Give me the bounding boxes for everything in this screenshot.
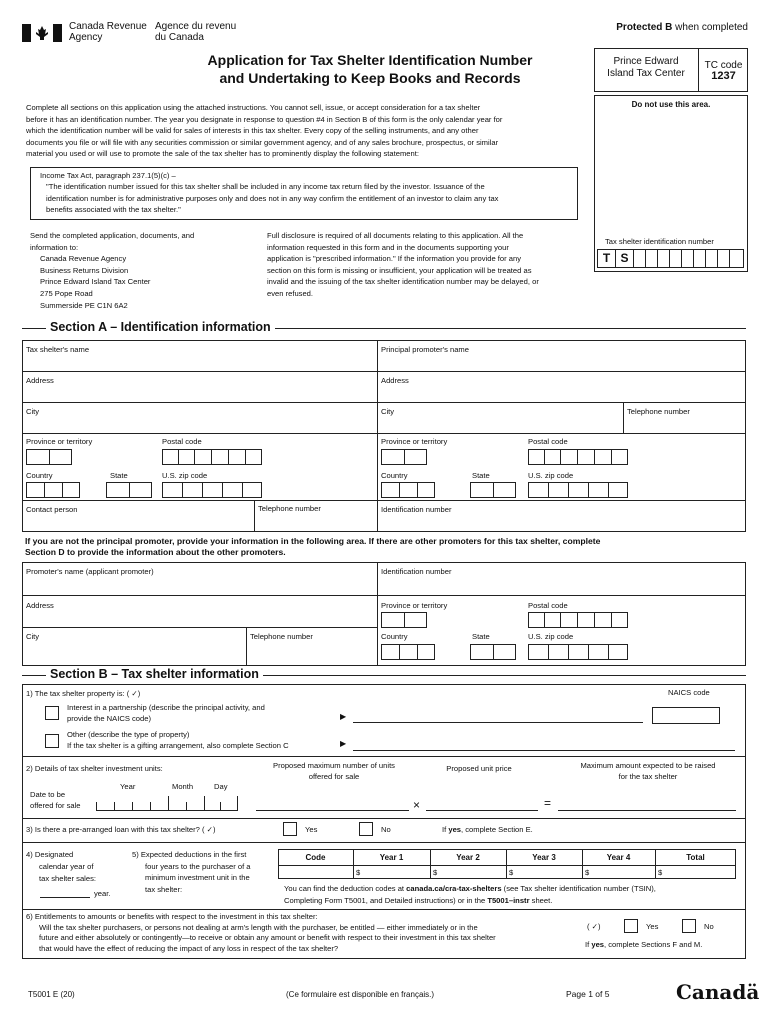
- q1-label: 1) The tax shelter property is: ( ✓): [26, 689, 141, 698]
- q5-line: four years to the purchaser of a: [145, 861, 251, 871]
- applicant-postal-field[interactable]: [528, 612, 628, 628]
- q6-line: future and either absolutely or contingently—to receive or obtain any amount or benefit with respect to their investment in this tax shelter: [39, 933, 496, 942]
- col-total: Total: [686, 853, 705, 862]
- quote-line: benefits associated with the tax shelter.": [46, 205, 181, 215]
- unit-price-label: Proposed unit price: [446, 764, 512, 773]
- form-title-line1: Application for Tax Shelter Identification Number: [207, 52, 533, 68]
- opt1-line2: provide the NAICS code): [67, 714, 151, 723]
- promoter-city-label: City: [381, 407, 395, 416]
- tc-code-value: 1237: [711, 70, 736, 82]
- disclosure-line: application is "prescribed information." If the information you provide for any: [267, 254, 522, 264]
- address-line: Prince Edward Island Tax Center: [40, 277, 151, 287]
- q5-line: 5) Expected deductions in the first: [132, 850, 247, 859]
- q4-line: tax shelter sales:: [39, 874, 96, 883]
- q3-label: 3) Is there a pre-arranged loan with this tax shelter? ( ✓): [26, 825, 216, 834]
- notice-line1: If you are not the principal promoter, provide your information in the following area. If there are other promoters for this tax shelter, complete: [25, 536, 601, 546]
- day-label: Day: [214, 782, 228, 791]
- quote-line: identification number is for administrative purposes only and does not in any way confirm the entitlement of an investor to claim any tax: [46, 193, 499, 203]
- promoter-province-label: Province or territory: [381, 437, 448, 446]
- arrow-icon: ▶: [340, 712, 347, 721]
- tax-centre-line1: Prince Edward: [613, 56, 679, 67]
- opt2-line2: If the tax shelter is a gifting arrangement, also complete Section C: [67, 741, 289, 750]
- tsin-prefix-s: S: [616, 250, 634, 267]
- loan-yes-checkbox[interactable]: [283, 822, 297, 836]
- agency-name-en-2: Agency: [69, 32, 103, 43]
- applicant-id-label: Identification number: [381, 567, 452, 576]
- zip-label: U.S. zip code: [162, 471, 208, 480]
- applicant-address-label: Address: [26, 601, 54, 610]
- disclosure-line: information requested in this form and in the documents supporting your: [267, 242, 509, 252]
- zip-field[interactable]: [162, 482, 262, 498]
- codes-line2: Completing Form T5001, and Detailed instructions) or in the T5001–instr sheet.: [284, 896, 553, 905]
- agency-name-fr-1: Agence du revenu: [155, 21, 237, 32]
- province-label: Province or territory: [26, 437, 93, 446]
- date-offered-field[interactable]: [96, 796, 238, 811]
- total-dollar[interactable]: $: [658, 868, 663, 877]
- form-title-line2: and Undertaking to Keep Books and Records: [219, 70, 521, 86]
- date-line1: Date to be: [30, 790, 66, 799]
- entitlement-no-checkbox[interactable]: [682, 919, 696, 933]
- contact-telephone-label: Telephone number: [258, 504, 321, 513]
- notice-line2: Section D to provide the information about the other promoters.: [25, 547, 286, 557]
- year2-dollar[interactable]: $: [433, 868, 438, 877]
- entitlement-yes-label: Yes: [646, 922, 659, 931]
- q4-line: 4) Designated: [26, 850, 74, 859]
- intro-line: which the identification number will be valid for sales of interests in this tax shelter. Every copy of the selling instruments, and any other: [26, 126, 479, 136]
- country-field[interactable]: [26, 482, 80, 498]
- state-field[interactable]: [106, 482, 152, 498]
- tc-code-label: TC code: [704, 60, 743, 71]
- q2-label: 2) Details of tax shelter investment units:: [26, 764, 163, 773]
- flag-icon: [22, 24, 62, 42]
- tsin-label: Tax shelter identification number: [605, 237, 714, 246]
- disclosure-line: invalid and the issuing of the tax shelter identification number may be delayed, or: [267, 277, 539, 287]
- section-b-title: Section B – Tax shelter information: [46, 667, 263, 681]
- max-amount-line1: Maximum amount expected to be raised: [580, 761, 716, 770]
- applicant-postal-label: Postal code: [528, 601, 568, 610]
- address-line: 275 Pope Road: [40, 288, 93, 298]
- max-units-field[interactable]: [256, 810, 409, 811]
- contact-person-label: Contact person: [26, 505, 78, 514]
- col-year4: Year 4: [606, 853, 631, 862]
- col-year2: Year 2: [456, 853, 480, 862]
- loan-yes-label: Yes: [305, 825, 318, 834]
- loan-no-checkbox[interactable]: [359, 822, 373, 836]
- applicant-province-field[interactable]: [381, 612, 427, 628]
- max-amount-line2: for the tax shelter: [618, 772, 678, 781]
- q4-line: calendar year of: [39, 862, 94, 871]
- send-line: Send the completed application, documents, and: [30, 231, 195, 240]
- intro-line: documents you file or will file with any securities commission or similar government agency, and of any sales brochure, prospectus, or similar: [26, 137, 499, 147]
- principal-promoter-name-label: Principal promoter's name: [381, 345, 469, 354]
- promoter-state-field[interactable]: [470, 482, 516, 498]
- section-a-title: Section A – Identification information: [46, 320, 275, 334]
- promoter-country-field[interactable]: [381, 482, 435, 498]
- page-number: Page 1 of 5: [566, 989, 610, 999]
- address-line: Canada Revenue Agency: [40, 254, 127, 264]
- max-amount-field[interactable]: [558, 810, 736, 811]
- max-units-line1: Proposed maximum number of units: [273, 761, 395, 770]
- disclosure-line: even refused.: [267, 288, 314, 298]
- other-property-checkbox[interactable]: [45, 734, 59, 748]
- protected-label: Protected B: [616, 22, 673, 33]
- postal-code-field[interactable]: [162, 449, 262, 465]
- tsin-prefix-t: T: [598, 250, 616, 267]
- applicant-country-field[interactable]: [381, 644, 435, 660]
- q6-line: Will the tax shelter purchasers, or persons not dealing at arm's length with the purchaser, be entitled — either immediately or in the: [39, 922, 478, 932]
- applicant-country-label: Country: [381, 632, 408, 641]
- year-suffix: year.: [94, 889, 111, 898]
- country-label: Country: [26, 471, 53, 480]
- entitlement-yes-checkbox[interactable]: [624, 919, 638, 933]
- partnership-checkbox[interactable]: [45, 706, 59, 720]
- applicant-city-label: City: [26, 632, 40, 641]
- month-label: Month: [172, 782, 194, 791]
- promoter-address-label: Address: [381, 376, 409, 385]
- equals-sign: =: [544, 796, 552, 810]
- address-line: Business Returns Division: [40, 265, 129, 275]
- col-year1: Year 1: [379, 853, 404, 862]
- promoter-zip-label: U.S. zip code: [528, 471, 574, 480]
- max-units-line2: offered for sale: [308, 772, 360, 781]
- year3-dollar[interactable]: $: [509, 868, 514, 877]
- canada-wordmark: Canadä: [676, 980, 760, 1004]
- applicant-zip-field[interactable]: [528, 644, 628, 660]
- quote-line: "The identification number issued for this tax shelter shall be included in any income tax return filed by the investor. Issuance of the: [46, 182, 485, 192]
- address-line: Summerside PE C1N 6A2: [40, 300, 128, 310]
- promoter-country-label: Country: [381, 471, 408, 480]
- loan-no-label: No: [381, 825, 391, 834]
- agency-name-fr-2: du Canada: [155, 32, 204, 43]
- entitlement-no-label: No: [704, 922, 714, 931]
- form-id: T5001 E (20): [28, 990, 75, 999]
- partnership-description-line[interactable]: [353, 722, 643, 723]
- opt1-line1: Interest in a partnership (describe the principal activity, and: [67, 703, 265, 712]
- province-field[interactable]: [26, 449, 72, 465]
- designated-year-field[interactable]: [40, 897, 90, 898]
- form-title: [160, 51, 580, 87]
- applicant-name-label: Promoter's name (applicant promoter): [26, 567, 154, 576]
- if-yes-section-e: If yes, complete Section E.: [442, 825, 533, 834]
- postal-label: Postal code: [162, 437, 202, 446]
- year4-dollar[interactable]: $: [585, 868, 590, 877]
- naics-label: NAICS code: [668, 688, 710, 697]
- promoter-postal-code-field[interactable]: [528, 449, 628, 465]
- codes-line1: You can find the deduction codes at canada.ca/cra-tax-shelters (see Tax shelter identification number (TSIN),: [284, 884, 656, 893]
- agency-name-en-1: Canada Revenue: [69, 21, 147, 32]
- state-label: State: [110, 471, 128, 480]
- intro-line: material you used or will use to promote the sale of the tax shelter has to prominently display the following statement:: [26, 149, 419, 159]
- disclosure-line: Full disclosure is required of all documents relating to this application. All the: [267, 231, 524, 240]
- col-year3: Year 3: [532, 853, 556, 862]
- promoter-postal-label: Postal code: [528, 437, 568, 446]
- disclosure-line: section on this form is missing or insufficient, your application will be treated as: [267, 265, 532, 275]
- promoter-zip-field[interactable]: [528, 482, 628, 498]
- tax-shelter-name-label: Tax shelter's name: [26, 345, 90, 354]
- french-note: (Ce formulaire est disponible en français.): [286, 990, 435, 999]
- arrow-icon: ▶: [340, 739, 347, 748]
- q6-check-hint: ( ✓): [587, 922, 601, 931]
- quote-title: Income Tax Act, paragraph 237.1(5)(c) –: [40, 171, 176, 180]
- tsin-field[interactable]: [597, 249, 744, 268]
- protected-suffix: when completed: [675, 22, 748, 33]
- year1-dollar[interactable]: $: [356, 868, 361, 877]
- promoter-state-label: State: [472, 471, 490, 480]
- unit-price-field[interactable]: [426, 810, 538, 811]
- q6-line: 6) Entitlements to amounts or benefits with respect to the investment in this tax shelter:: [26, 912, 318, 921]
- canada-flag-logo: [22, 24, 62, 42]
- naics-field[interactable]: [652, 707, 720, 724]
- city-label: City: [26, 407, 40, 416]
- q5-line: tax shelter:: [145, 884, 183, 894]
- times-sign: ×: [413, 798, 421, 812]
- opt2-line1: Other (describe the type of property): [67, 730, 190, 739]
- applicant-state-label: State: [472, 632, 490, 641]
- applicant-state-field[interactable]: [470, 644, 516, 660]
- promoter-telephone-label: Telephone number: [627, 407, 690, 416]
- promoter-province-field[interactable]: [381, 449, 427, 465]
- date-line2: offered for sale: [30, 801, 81, 810]
- applicant-telephone-label: Telephone number: [250, 632, 313, 641]
- q5-line: minimum investment unit in the: [145, 873, 250, 882]
- col-code: Code: [305, 853, 326, 862]
- address-label: Address: [26, 376, 54, 385]
- applicant-province-label: Province or territory: [381, 601, 448, 610]
- send-line: information to:: [30, 242, 79, 252]
- promoter-id-number-label: Identification number: [381, 505, 452, 514]
- if-yes-sections-fm: If yes, complete Sections F and M.: [585, 940, 703, 949]
- intro-line: before it has an identification number. The year you designate in response to question #4 in Section B of this form is the only calendar year for: [26, 114, 503, 124]
- intro-line: Complete all sections on this application using the attached instructions. You cannot sell, issue, or accept consideration for a tax shelter: [26, 103, 481, 112]
- applicant-zip-label: U.S. zip code: [528, 632, 574, 641]
- q6-line: that would have the effect of reducing the impact of any loss in respect of the tax shelter?: [39, 943, 339, 953]
- other-description-line[interactable]: [353, 750, 735, 751]
- do-not-use-label: Do not use this area.: [631, 100, 711, 109]
- year-label: Year: [120, 782, 136, 791]
- tax-centre-line2: Island Tax Center: [607, 68, 685, 79]
